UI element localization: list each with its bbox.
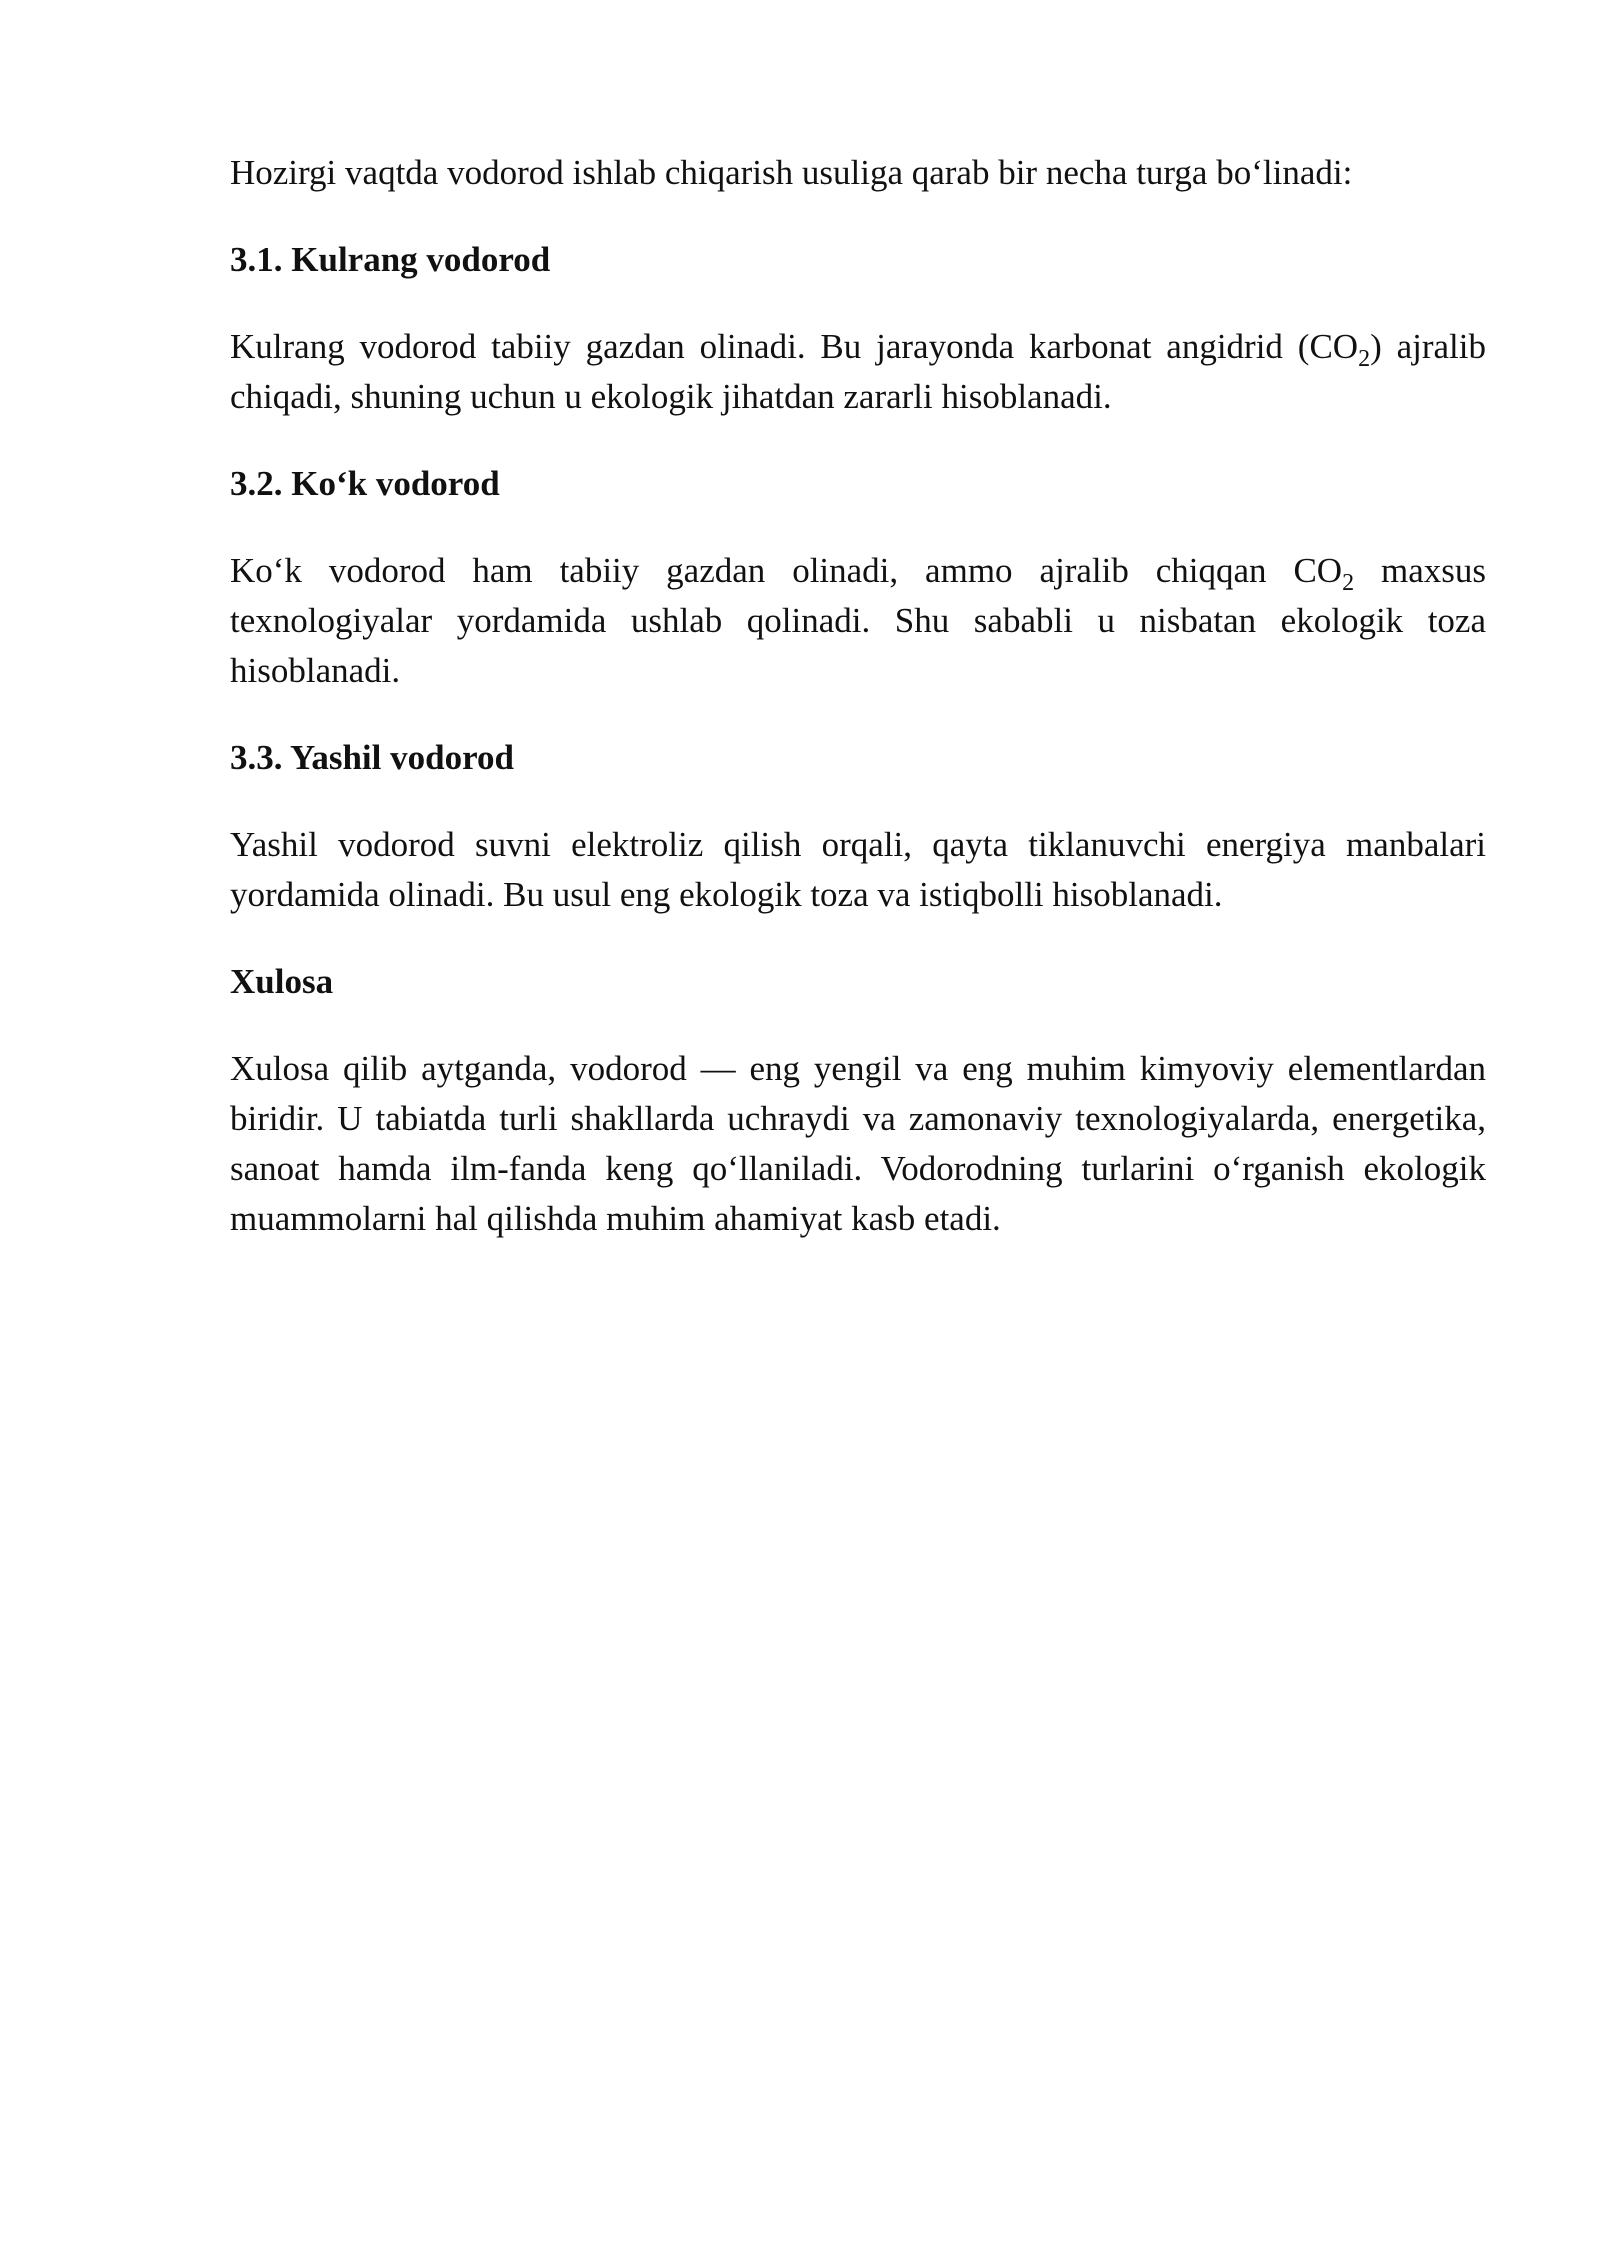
paragraph-text-part: Ko‘k vodorod ham tabiiy gazdan olinadi, ammo ajralib chiqqan CO <box>230 551 1343 590</box>
conclusion-heading: Xulosa <box>230 962 334 1001</box>
paragraph-text-part: Kulrang vodorod tabiiy gazdan olinadi. Bu jarayonda karbonat angidrid (CO <box>230 327 1359 366</box>
document-page <box>230 148 1486 1281</box>
section-paragraph-kok <box>230 546 1486 696</box>
section-paragraph-yashil: Yashil vodorod suvni elektroliz qilish orqali, qayta tiklanuvchi energiya manbalari yordamida olinadi. Bu usul eng ekologik toza va istiqbolli hisoblanadi. <box>230 825 1486 914</box>
paragraph-text-part: maxsus texnologiyalar yordamida ushlab qolinadi. Shu sababli u nisbatan ekologik toza hisoblanadi. <box>230 551 1486 690</box>
paragraph-text-part: ) ajralib chiqadi, shuning uchun u ekologik jihatdan zararli hisoblanadi. <box>230 327 1486 416</box>
subscript-two: 2 <box>1358 346 1371 372</box>
section-heading-yashil: 3.3. Yashil vodorod <box>230 738 514 777</box>
section-paragraph-kulrang <box>230 322 1486 422</box>
section-heading-kulrang: 3.1. Kulrang vodorod <box>230 240 551 279</box>
section-heading-kok: 3.2. Ko‘k vodorod <box>230 464 500 503</box>
subscript-two: 2 <box>1342 570 1355 596</box>
intro-paragraph: Hozirgi vaqtda vodorod ishlab chiqarish usuliga qarab bir necha turga bo‘linadi: <box>230 153 1353 192</box>
conclusion-paragraph: Xulosa qilib aytganda, vodorod — eng yengil va eng muhim kimyoviy elementlardan biridir. U tabiatda turli shakllarda uchraydi va zamonaviy texnologiyalarda, energetika, sanoat hamda ilm-fanda keng qo‘llaniladi. Vodorodning turlarini o‘rganish ekologik muammolarni hal qilishda muhim ahamiyat kasb etadi. <box>230 1049 1486 1238</box>
